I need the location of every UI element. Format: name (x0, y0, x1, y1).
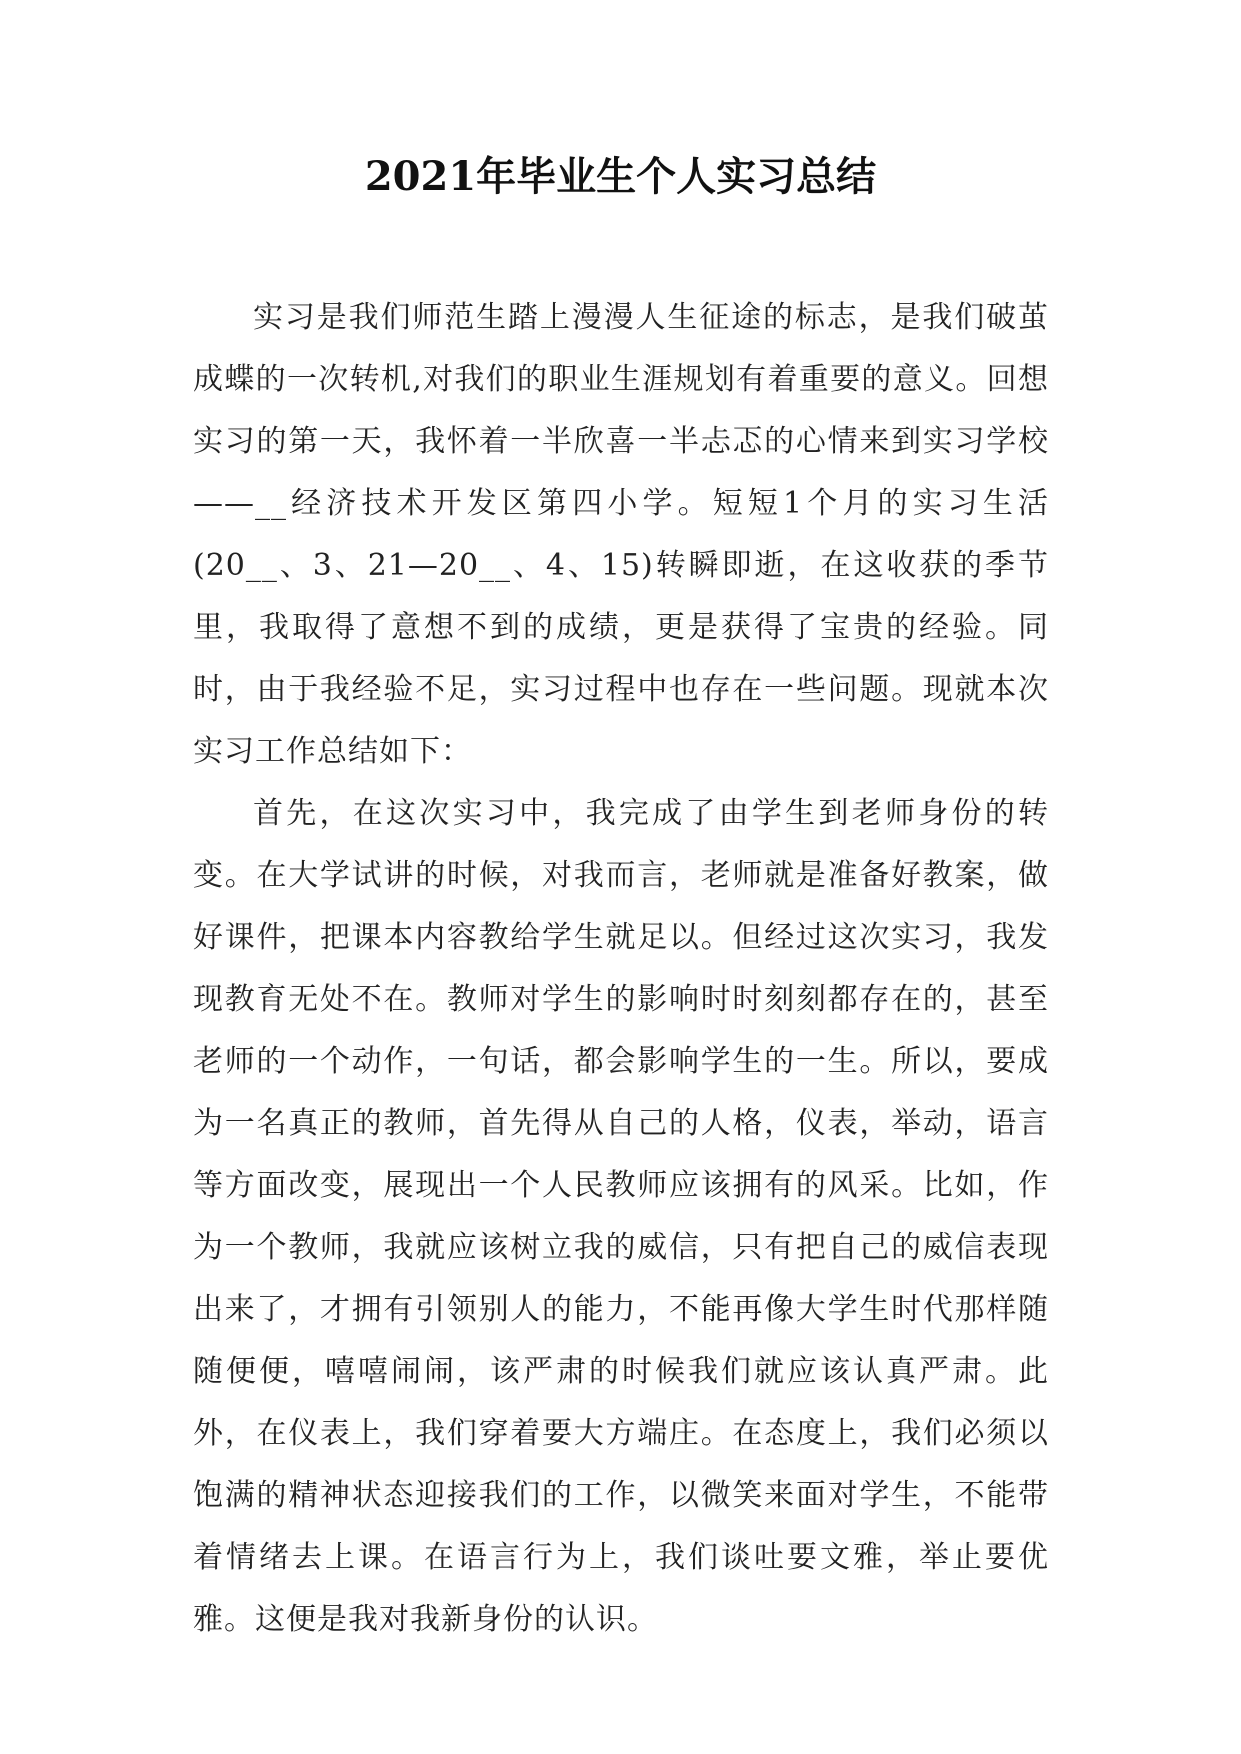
paragraph-intro: 实习是我们师范生踏上漫漫人生征途的标志，是我们破茧成蝶的一次转机,对我们的职业生涯规划有着重要的意义。回想实习的第一天，我怀着一半欣喜一半忐忑的心情来到实习学校——__经济技术开发区第四小学。短短1个月的实习生活(20__、3、21—20__、4、15)转瞬即逝，在这收获的季节里，我取得了意想不到的成绩，更是获得了宝贵的经验。同时，由于我经验不足，实习过程中也存在一些问题。现就本次实习工作总结如下： (193, 300, 1049, 769)
document-body (193, 287, 1049, 1651)
document-title: 2021年毕业生个人实习总结 (364, 153, 877, 200)
paragraph-first-point: 首先，在这次实习中，我完成了由学生到老师身份的转变。在大学试讲的时候，对我而言，老师就是准备好教案，做好课件，把课本内容教给学生就足以。但经过这次实习，我发现教育无处不在。教师对学生的影响时时刻刻都存在的，甚至老师的一个动作，一句话，都会影响学生的一生。所以，要成为一名真正的教师，首先得从自己的人格，仪表，举动，语言等方面改变，展现出一个人民教师应该拥有的风采。比如，作为一个教师，我就应该树立我的威信，只有把自己的威信表现出来了，才拥有引领别人的能力，不能再像大学生时代那样随随便便，嘻嘻闹闹，该严肃的时候我们就应该认真严肃。此外，在仪表上，我们穿着要大方端庄。在态度上，我们必须以饱满的精神状态迎接我们的工作，以微笑来面对学生，不能带着情绪去上课。在语言行为上，我们谈吐要文雅，举止要优雅。这便是我对我新身份的认识。 (193, 796, 1049, 1637)
